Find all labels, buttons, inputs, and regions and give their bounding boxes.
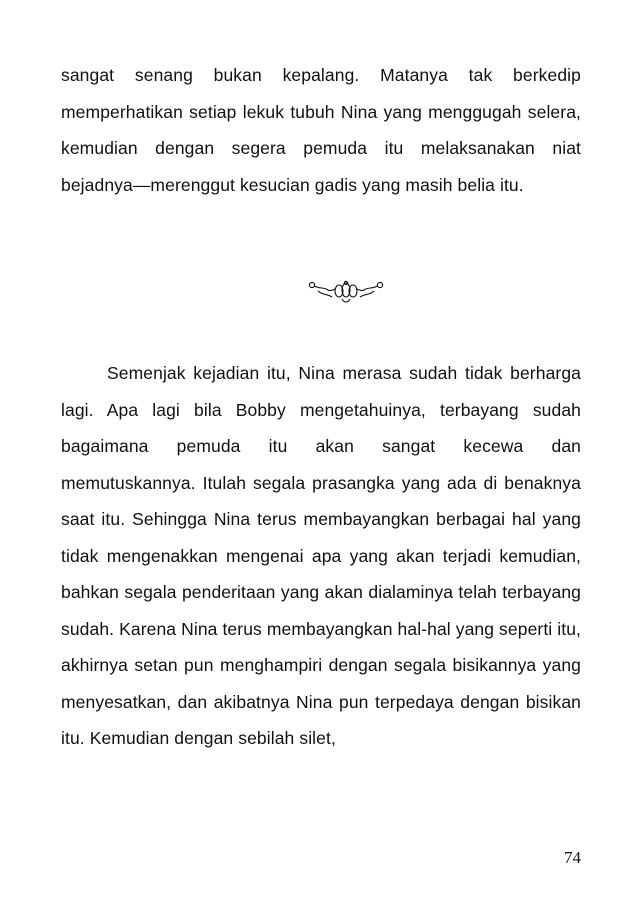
page-number: 74 xyxy=(564,848,581,867)
paragraph-2: Semenjak kejadian itu, Nina merasa sudah tidak berharga lagi. Apa lagi bila Bobby mengetahuinya, terbayang sudah bagaimana pemuda itu akan sangat kecewa dan memutuskannya. Itulah segala prasangka yang ada di benaknya saat itu. Sehingga Nina terus membayangkan berbagai hal yang tidak mengenakkan mengenai apa yang akan terjadi kemudian, bahkan segala penderitaan yang akan dialaminya telah terbayang sudah. Karena Nina terus membayangkan hal-hal yang seperti itu, akhirnya setan pun menghampiri dengan segala bisikannya yang menyesatkan, dan akibatnya Nina pun terpedaya dengan bisikan itu. Kemudian dengan sebilah silet, xyxy=(61,363,581,748)
paragraph-1: sangat senang bukan kepalang. Matanya tak berkedip memperhatikan setiap lekuk tubuh Nina yang menggugah selera, kemudian dengan segera pemuda itu melaksanakan niat bejadnya—merenggut kesucian gadis yang masih belia itu. xyxy=(61,65,581,195)
floral-divider-icon xyxy=(306,277,386,305)
book-page xyxy=(61,0,581,903)
